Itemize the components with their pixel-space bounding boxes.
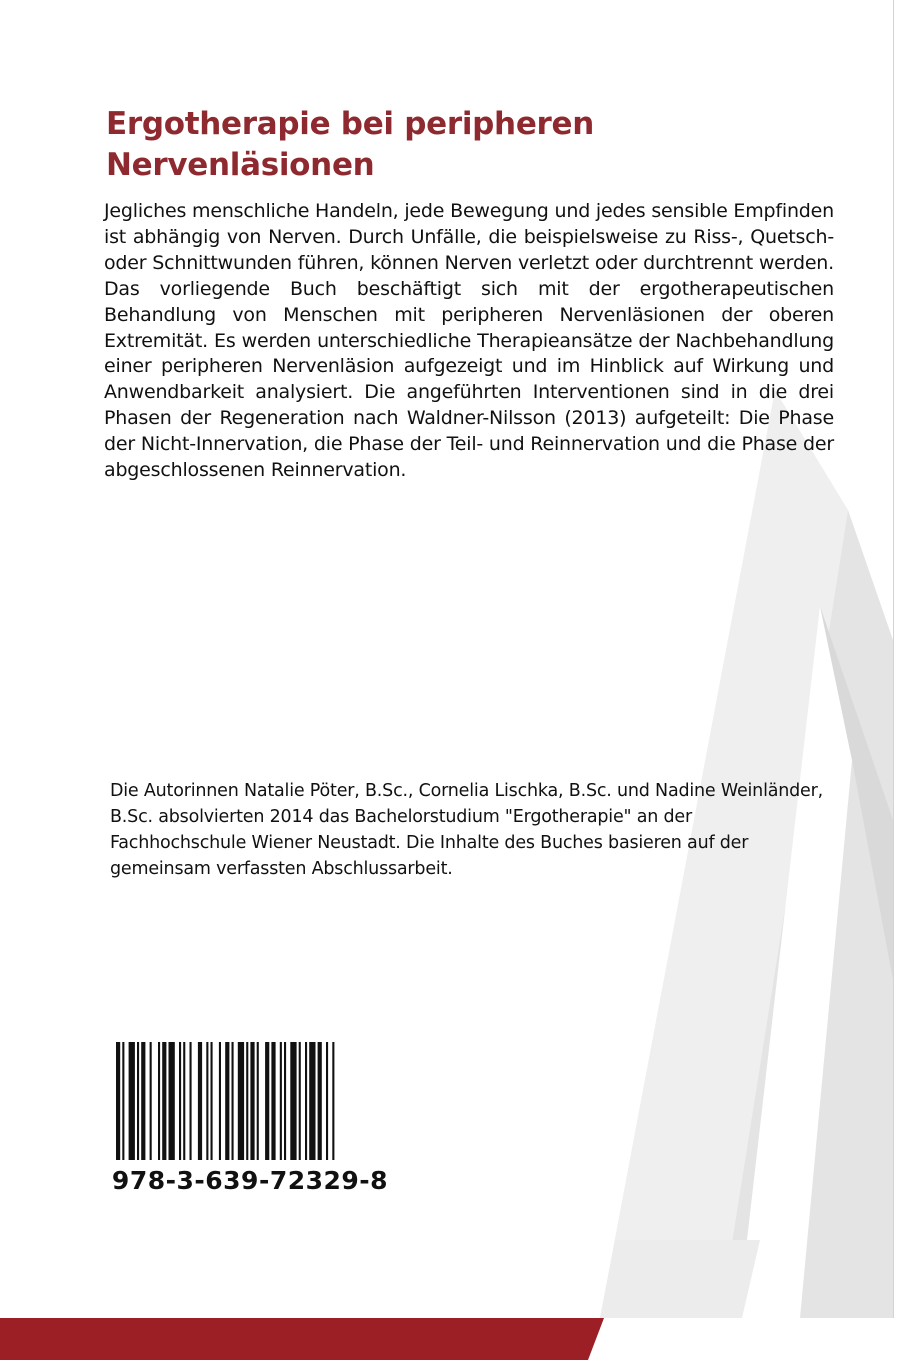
barcode-bar — [122, 1042, 124, 1160]
barcode-bar — [326, 1042, 328, 1160]
barcode-bar — [219, 1042, 221, 1160]
barcode-bar — [257, 1042, 259, 1160]
barcode-bar — [206, 1042, 208, 1160]
barcode-image — [116, 1042, 384, 1160]
barcode-bar — [238, 1042, 244, 1160]
barcode-bar — [265, 1042, 269, 1160]
barcode-bar — [280, 1042, 282, 1160]
barcode-bar — [183, 1042, 185, 1160]
barcode-bar — [305, 1042, 307, 1160]
author-bio: Die Autorinnen Natalie Pöter, B.Sc., Cornelia Lischka, B.Sc. und Nadine Weinländer, B.Sc. absolvierten 2014 das Bachelorstudium "Ergotherapie" an der Fachhochschule Wiener Neustadt. Die Inhalte des Buches basieren auf der gemeinsam verfassten Abschlussarbeit. — [110, 781, 823, 879]
isbn-number: 978-3-639-72329-8 — [111, 1166, 389, 1195]
barcode-bar — [137, 1042, 139, 1160]
barcode-bar — [211, 1042, 213, 1160]
barcode-bar — [158, 1042, 160, 1160]
right-edge-rule — [893, 0, 894, 1318]
barcode-bar — [284, 1042, 286, 1160]
barcode-bar — [150, 1042, 152, 1160]
barcode-bar — [309, 1042, 315, 1160]
barcode-bar — [246, 1042, 248, 1160]
barcode-block — [100, 1026, 400, 1232]
barcode-bar — [299, 1042, 301, 1160]
barcode-bar — [129, 1042, 135, 1160]
book-blurb: Jegliches menschliche Handeln, jede Bewegung und jedes sensible Empfinden ist abhängig von Nerven. Durch Unfälle, die beispielsweise zu Riss-, Quetsch- oder Schnittwunden führen, können Nerven verletzt oder durchtrennt werden. Das vorliegende Buch beschäftigt sich mit der ergotherapeutischen Behandlung von Menschen mit peripheren Nervenläsionen der oberen Extremität. Es werden unterschiedliche Therapieansätze der Nachbehandlung einer peripheren Nervenläsion aufgezeigt und im Hinblick auf Wirkung und Anwendbarkeit analysiert. Die angeführten Interventionen sind in die drei Phasen der Regeneration nach Waldner-Nilsson (2013) aufgeteilt: Die Phase der Nicht-Innervation, die Phase der Teil- und Reinnervation und die Phase der abgeschlossenen Reinnervation. — [104, 200, 834, 482]
barcode-bar — [271, 1042, 275, 1160]
barcode-bar — [332, 1042, 334, 1160]
barcode-bar — [179, 1042, 181, 1160]
barcode-bar — [225, 1042, 229, 1160]
barcode-bar — [116, 1042, 120, 1160]
barcode-bar — [190, 1042, 192, 1160]
barcode-bar — [318, 1042, 322, 1160]
barcode-bar — [169, 1042, 175, 1160]
barcode-bar — [162, 1042, 166, 1160]
barcode-bar — [198, 1042, 202, 1160]
barcode-bar — [141, 1042, 145, 1160]
barcode-bar — [250, 1042, 254, 1160]
book-title-line-2: Nervenläsionen — [106, 147, 375, 183]
footer-band — [0, 1318, 907, 1360]
barcode-bar — [290, 1042, 296, 1160]
book-title-line-1: Ergotherapie bei peripheren — [106, 106, 595, 142]
barcode-bar — [232, 1042, 234, 1160]
book-title — [106, 104, 826, 186]
